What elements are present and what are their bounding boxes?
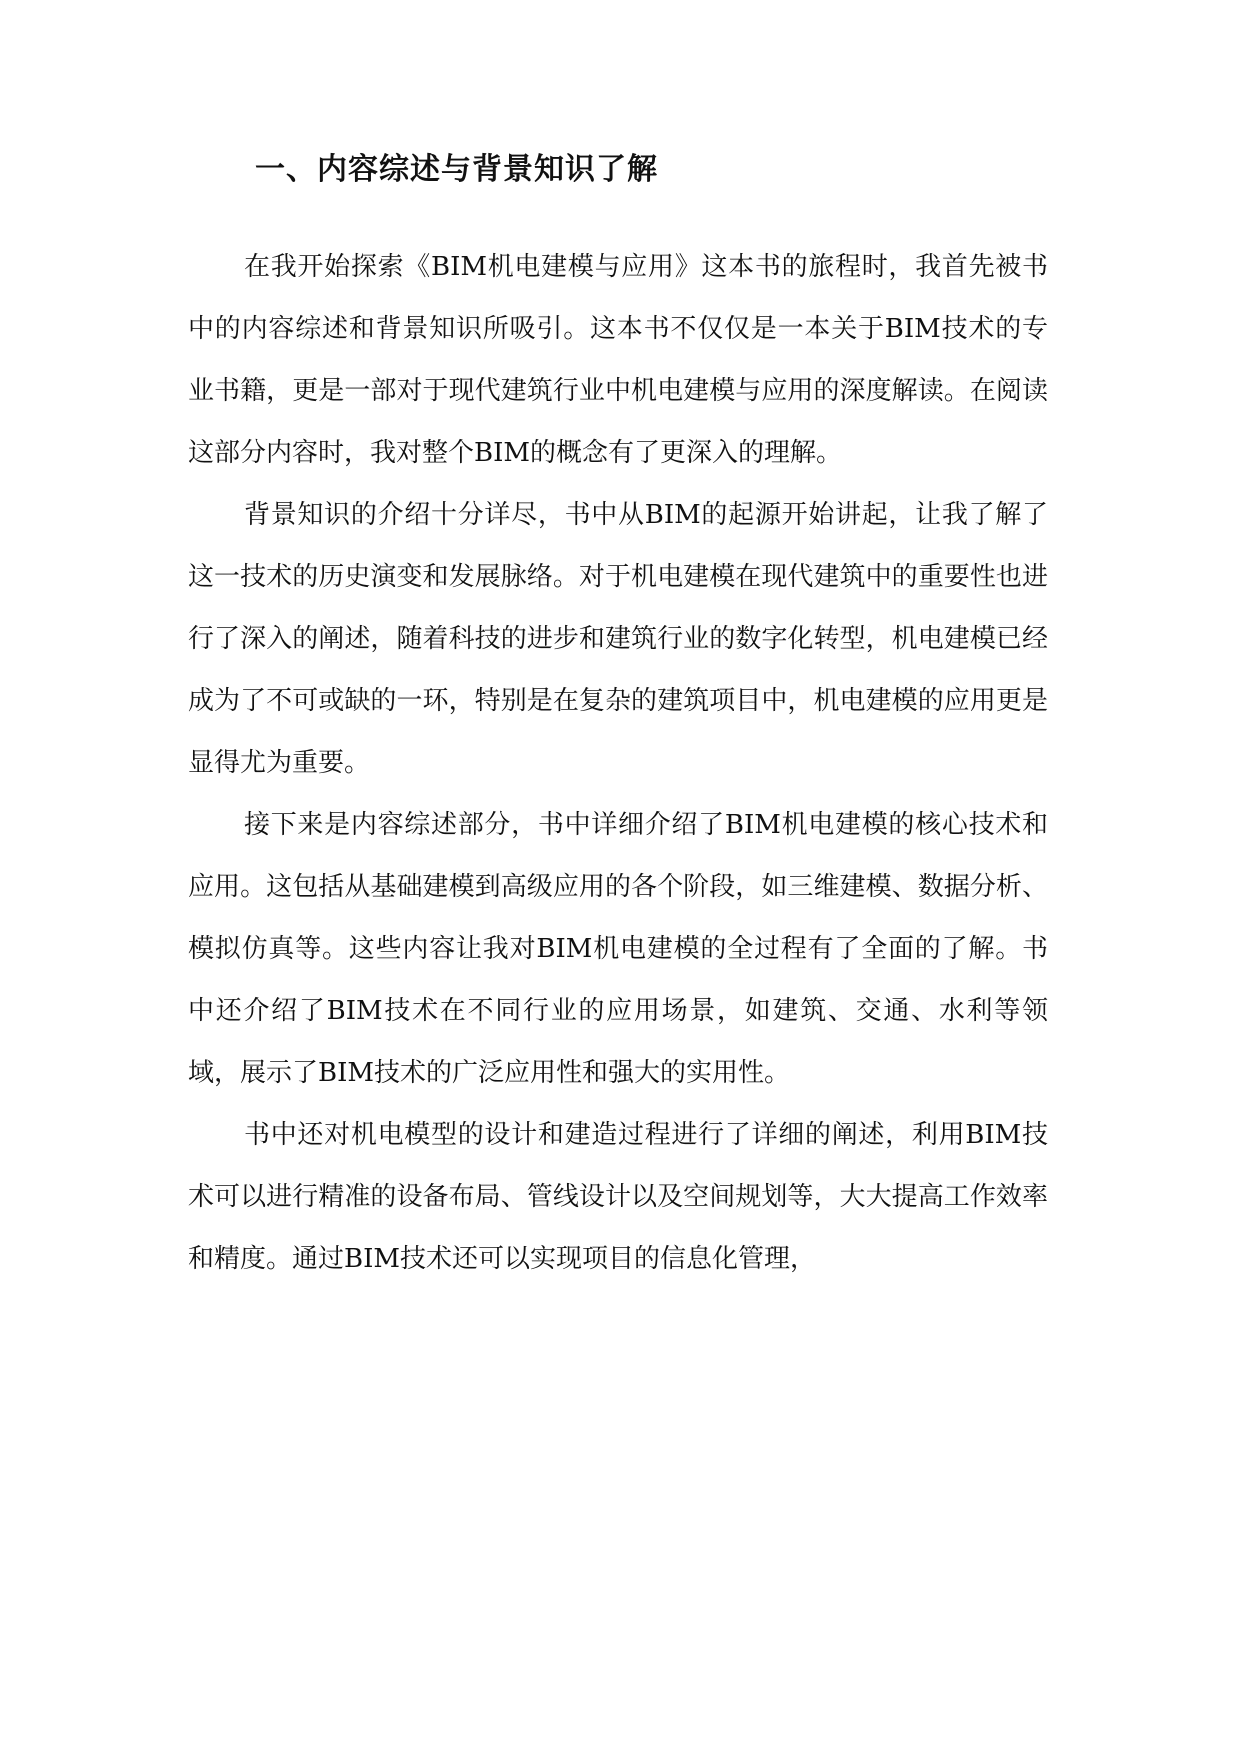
- paragraph-overview: 接下来是内容综述部分，书中详细介绍了BIM机电建模的核心技术和应用。这包括从基础建模到高级应用的各个阶段，如三维建模、数据分析、模拟仿真等。这些内容让我对BIM机电建模的全过程有了全面的了解。书中还介绍了BIM技术在不同行业的应用场景，如建筑、交通、水利等领域，展示了BIM技术的广泛应用性和强大的实用性。: [188, 810, 1048, 1088]
- paragraph-intro: 在我开始探索《BIM机电建模与应用》这本书的旅程时，我首先被书中的内容综述和背景知识所吸引。这本书不仅仅是一本关于BIM技术的专业书籍，更是一部对于现代建筑行业中机电建模与应用的深度解读。在阅读这部分内容时，我对整个BIM的概念有了更深入的理解。: [188, 252, 1048, 468]
- paragraph-background: 背景知识的介绍十分详尽，书中从BIM的起源开始讲起，让我了解了这一技术的历史演变和发展脉络。对于机电建模在现代建筑中的重要性也进行了深入的阐述，随着科技的进步和建筑行业的数字化转型，机电建模已经成为了不可或缺的一环，特别是在复杂的建筑项目中，机电建模的应用更是显得尤为重要。: [188, 500, 1048, 778]
- body-text: [188, 236, 1048, 1290]
- paragraph-design-process: 书中还对机电模型的设计和建造过程进行了详细的阐述，利用BIM技术可以进行精准的设备布局、管线设计以及空间规划等，大大提高工作效率和精度。通过BIM技术还可以实现项目的信息化管理，: [188, 1120, 1048, 1274]
- section-heading: 一、内容综述与背景知识了解: [255, 152, 658, 187]
